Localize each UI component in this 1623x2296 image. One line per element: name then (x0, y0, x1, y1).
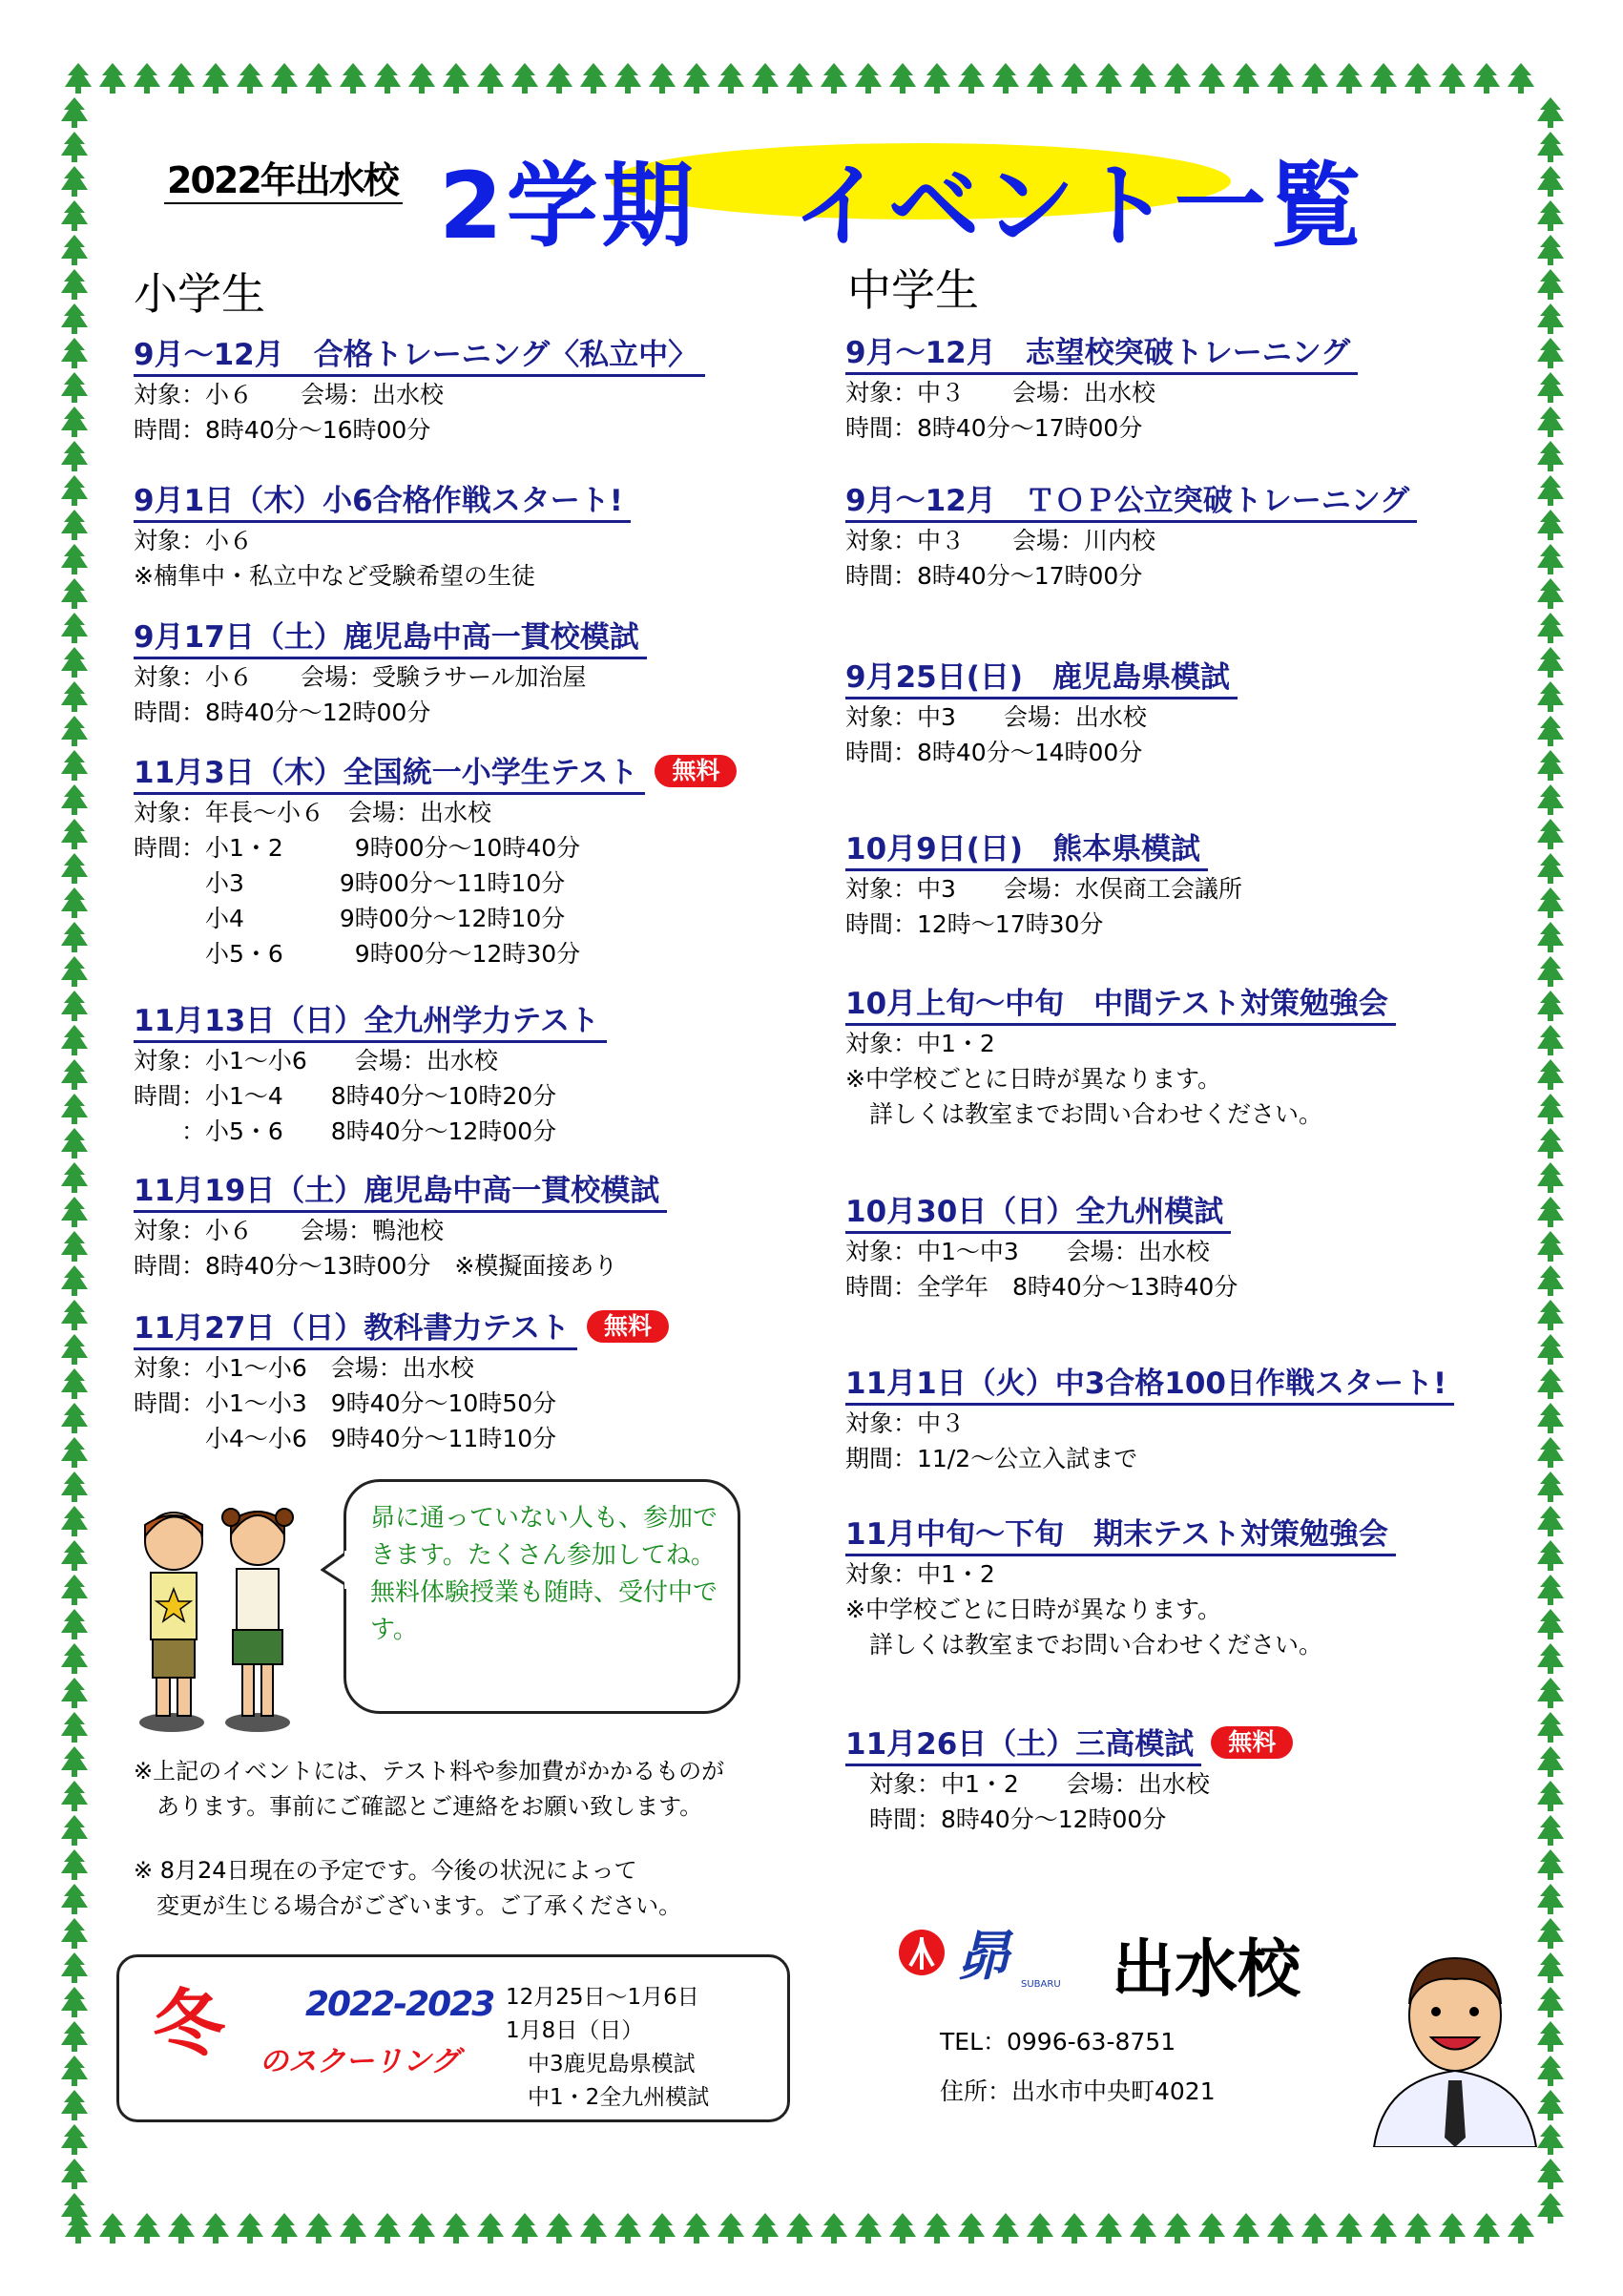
junior-event (845, 1515, 1396, 1662)
junior-event-detail: 時間：全学年 8時40分～13時40分 (845, 1273, 1238, 1301)
junior-event-detail: 対象：中３ (845, 1409, 966, 1437)
logo-kanji: 昴 (956, 1926, 1009, 1988)
junior-event (845, 1725, 1293, 1837)
elementary-event-detail: 小4 9時00分～12時10分 (134, 905, 566, 932)
junior-event-title: 9月～12月 ＴＯＰ公立突破トレーニング (845, 482, 1417, 523)
elementary-event-detail: 時間：小1～4 8時40分～10時20分 (134, 1082, 557, 1110)
elementary-event-detail: 小4～小6 9時40分～11時10分 (134, 1425, 557, 1452)
elementary-event-title: 9月1日（木）小6合格作戦スタート! (134, 482, 631, 523)
elementary-event-title: 11月19日（土）鹿児島中高一貫校模試 (134, 1172, 667, 1213)
elementary-event-title: 9月～12月 合格トレーニング〈私立中〉 (134, 336, 705, 377)
children-illustration (124, 1489, 315, 1737)
winter-years: 2022-2023 (305, 1985, 494, 2024)
junior-event-detail: ※中学校ごとに日時が異なります。 (845, 1065, 1221, 1093)
junior-event-title: 10月30日（日）全九州模試 (845, 1193, 1231, 1234)
page-title: 2学期 イベント一覧 (439, 153, 1365, 260)
junior-event (845, 985, 1396, 1132)
junior-event-title: 10月上旬～中旬 中間テスト対策勉強会 (845, 985, 1396, 1026)
elementary-event-detail: 対象：小６ (134, 527, 254, 554)
bubble-line-1: 昴に通っていない人も、参加できます。たくさん参加してね。 (370, 1504, 718, 1570)
teacher-illustration (1364, 1947, 1546, 2147)
free-badge: 無料 (1211, 1726, 1293, 1759)
elementary-event-detail: 対象：小６ 会場：受験ラサール加治屋 (134, 663, 587, 691)
elementary-event (134, 754, 737, 971)
elementary-event-title: 11月3日（木）全国統一小学生テスト (134, 754, 645, 795)
junior-event-detail: 対象：中３ 会場：出水校 (845, 379, 1156, 407)
winter-details: 12月25日～1月6日 1月8日（日） 中3鹿児島県模試 中1・2全九州模試 (506, 1985, 710, 2110)
junior-event-title: 9月25日(日) 鹿児島県模試 (845, 658, 1238, 699)
telephone: TEL：0996-63-8751 (940, 2028, 1176, 2056)
junior-event (845, 830, 1242, 942)
free-badge: 無料 (655, 755, 737, 787)
elementary-event-detail: 対象：小1～小6 会場：出水校 (134, 1354, 474, 1382)
school-name: 出水校 (1112, 1932, 1300, 2006)
schedule-note: ※ 8月24日現在の予定です。今後の状況によって 変更が生じる場合がございます。ご了承ください。 (134, 1857, 682, 1919)
junior-event (845, 658, 1238, 770)
year-underline (164, 202, 403, 204)
elementary-event (134, 482, 631, 594)
junior-event-detail: 時間：12時～17時30分 (845, 910, 1104, 938)
elementary-event-detail: 対象：年長～小６ 会場：出水校 (134, 799, 492, 826)
junior-event-detail: ※中学校ごとに日時が異なります。 (845, 1596, 1221, 1623)
junior-event-detail: 時間：8時40分～17時00分 (845, 562, 1143, 590)
elementary-event-detail: 時間：8時40分～16時00分 (134, 416, 431, 444)
speech-bubble-text (370, 1500, 723, 1649)
junior-event (845, 482, 1417, 594)
logo-sub: SUBARU (1021, 1979, 1061, 1990)
junior-event-detail: 時間：8時40分～14時00分 (845, 739, 1143, 766)
winter-subtitle: のスクーリング (260, 2045, 460, 2078)
junior-event-title: 9月～12月 志望校突破トレーニング (845, 334, 1358, 375)
junior-event-title: 11月1日（火）中3合格100日作戦スタート! (845, 1365, 1454, 1406)
junior-event-detail: 対象：中３ 会場：川内校 (845, 527, 1156, 554)
junior-event-title: 11月中旬～下旬 期末テスト対策勉強会 (845, 1515, 1396, 1556)
junior-event (845, 1193, 1238, 1305)
elementary-event-detail: 時間：小1～小3 9時40分～10時50分 (134, 1389, 557, 1417)
address: 住所：出水市中央町4021 (940, 2077, 1216, 2105)
elementary-event-detail: 小3 9時00分～11時10分 (134, 869, 566, 897)
elementary-event (134, 1002, 607, 1149)
elementary-event-detail: 対象：小６ 会場：出水校 (134, 381, 445, 408)
junior-event-title: 11月26日（土）三高模試 (845, 1725, 1201, 1766)
junior-event-detail: 期間：11/2～公立入試まで (845, 1445, 1138, 1472)
junior-event (845, 334, 1358, 446)
elementary-event-detail: 小5・6 9時00分～12時30分 (134, 940, 581, 968)
elementary-event-detail: 時間：8時40分～12時00分 (134, 699, 431, 726)
junior-event-detail: 対象：中1・2 (845, 1030, 995, 1057)
junior-event-detail: 詳しくは教室までお問い合わせください。 (845, 1631, 1323, 1659)
junior-heading: 中学生 (847, 264, 979, 316)
elementary-event-detail: 時間：小1・2 9時00分～10時40分 (134, 834, 581, 862)
elementary-heading: 小学生 (134, 268, 265, 320)
junior-event (845, 1365, 1454, 1476)
elementary-event (134, 1172, 667, 1284)
fee-note: ※上記のイベントには、テスト料や参加費がかかるものが あります。事前にご確認とご連絡をお願い致します。 (134, 1758, 725, 1820)
subaru-logo-icon (897, 1928, 947, 1977)
elementary-event (134, 618, 647, 730)
winter-kanji: 冬 (153, 1981, 225, 2066)
elementary-event (134, 336, 705, 448)
elementary-event-detail: 時間：8時40分～13時00分 ※模擬面接あり (134, 1252, 618, 1280)
junior-event-detail: 時間：8時40分～17時00分 (845, 414, 1143, 442)
elementary-event-detail: 対象：小６ 会場：鴨池校 (134, 1217, 445, 1244)
elementary-event-title: 9月17日（土）鹿児島中高一貫校模試 (134, 618, 647, 659)
junior-event-title: 10月9日(日) 熊本県模試 (845, 830, 1208, 871)
junior-event-detail: 対象：中3 会場：出水校 (845, 703, 1147, 731)
speech-bubble-tail (321, 1551, 349, 1589)
elementary-event-title: 11月27日（日）教科書力テスト (134, 1309, 577, 1350)
junior-event-detail: 時間：8時40分～12時00分 (845, 1805, 1167, 1833)
junior-event-detail: 対象：中1・2 会場：出水校 (845, 1770, 1210, 1798)
year-school-label: 2022年出水校 (167, 159, 398, 201)
junior-event-detail: 対象：中1・2 (845, 1560, 995, 1588)
elementary-event-detail: ：小5・6 8時40分～12時00分 (134, 1117, 557, 1145)
junior-event-detail: 詳しくは教室までお問い合わせください。 (845, 1100, 1323, 1128)
free-badge: 無料 (587, 1310, 669, 1343)
elementary-event (134, 1309, 669, 1456)
elementary-event-detail: ※楠隼中・私立中など受験希望の生徒 (134, 562, 535, 590)
junior-event-detail: 対象：中1～中3 会場：出水校 (845, 1238, 1210, 1265)
bubble-line-2: 無料体験授業も随時、受付中です。 (370, 1578, 718, 1644)
elementary-event-detail: 対象：小1～小6 会場：出水校 (134, 1047, 498, 1075)
elementary-event-title: 11月13日（日）全九州学力テスト (134, 1002, 607, 1043)
junior-event-detail: 対象：中3 会場：水俣商工会議所 (845, 875, 1242, 903)
